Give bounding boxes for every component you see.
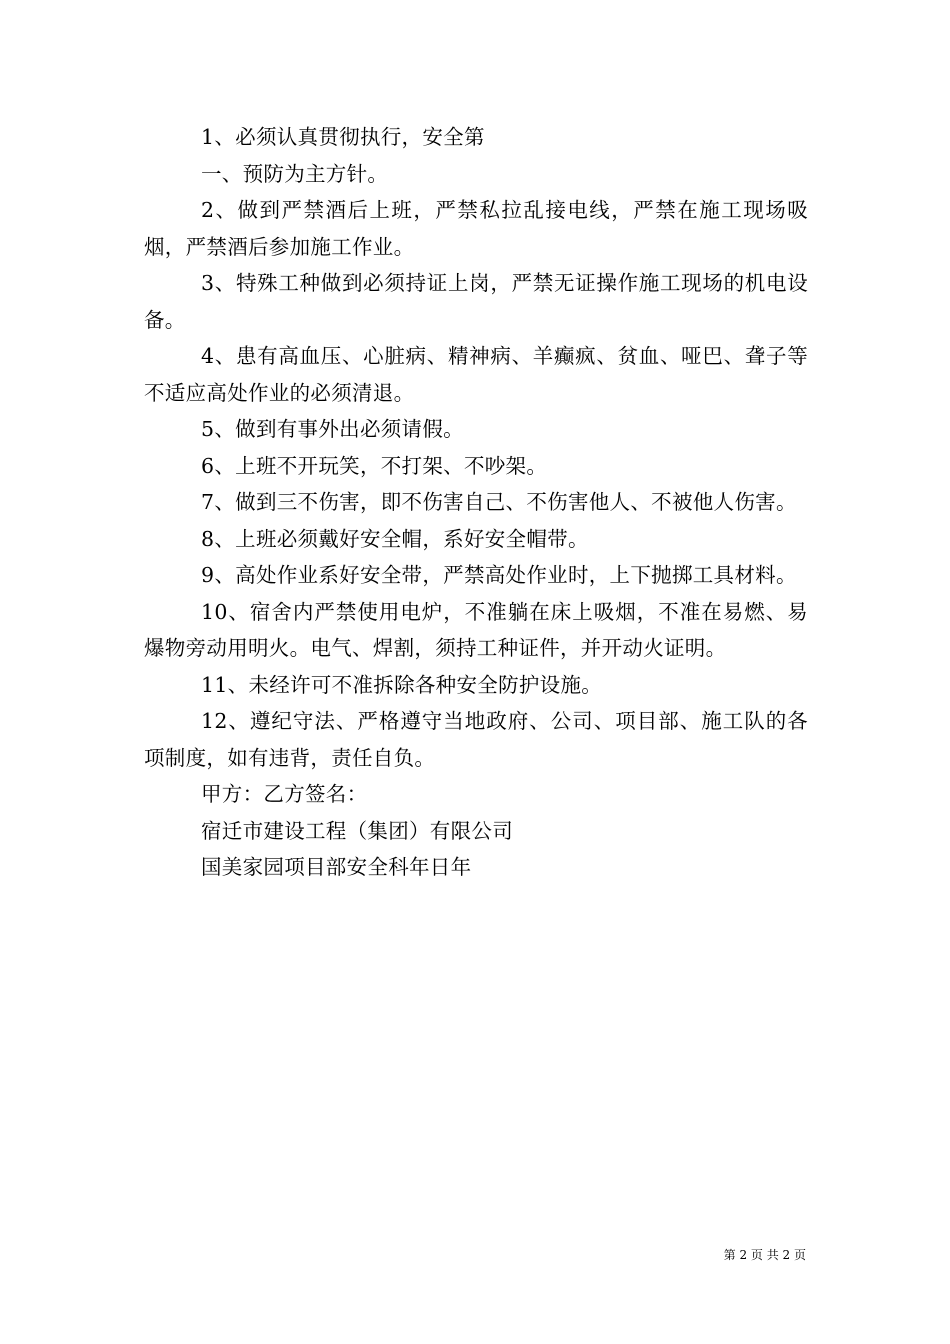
paragraph-5: 4、患有高血压、心脏病、精神病、羊癫疯、贫血、哑巴、聋子等不适应高处作业的必须清退。 — [144, 344, 808, 405]
paragraph-11: 10、宿舍内严禁使用电炉，不准躺在床上吸烟，不准在易燃、易爆物旁动用明火。电气、焊割，须持工种证件，并开动火证明。 — [144, 599, 808, 660]
paragraph-12: 11、未经许可不准拆除各种安全防护设施。 — [201, 672, 603, 697]
company-name: 宿迁市建设工程（集团）有限公司 — [201, 818, 513, 843]
paragraph-6: 5、做到有事外出必须请假。 — [201, 417, 464, 441]
department-date: 国美家园项目部安全科年日年 — [201, 855, 472, 879]
paragraph-7: 6、上班不开玩笑，不打架、不吵架。 — [201, 453, 548, 478]
paragraph-2: 一、预防为主方针。 — [201, 161, 389, 186]
paragraph-3: 2、做到严禁酒后上班，严禁私拉乱接电线，严禁在施工现场吸烟，严禁酒后参加施工作业。 — [144, 198, 808, 259]
paragraph-1: 1、必须认真贯彻执行，安全第 — [201, 125, 485, 149]
paragraph-10: 9、高处作业系好安全带，严禁高处作业时，上下抛掷工具材料。 — [201, 563, 797, 587]
paragraph-9: 8、上班必须戴好安全帽，系好安全帽带。 — [201, 526, 589, 551]
signature-parties: 甲方：乙方签名： — [201, 782, 368, 806]
paragraph-8: 7、做到三不伤害，即不伤害自己、不伤害他人、不被他人伤害。 — [201, 490, 797, 514]
document-body — [144, 119, 808, 886]
page-number: 第 2 页 共 2 页 — [723, 1248, 806, 1262]
paragraph-4: 3、特殊工种做到必须持证上岗，严禁无证操作施工现场的机电设备。 — [144, 271, 808, 332]
paragraph-13: 12、遵纪守法、严格遵守当地政府、公司、项目部、施工队的各项制度，如有违背，责任自负。 — [144, 709, 808, 770]
